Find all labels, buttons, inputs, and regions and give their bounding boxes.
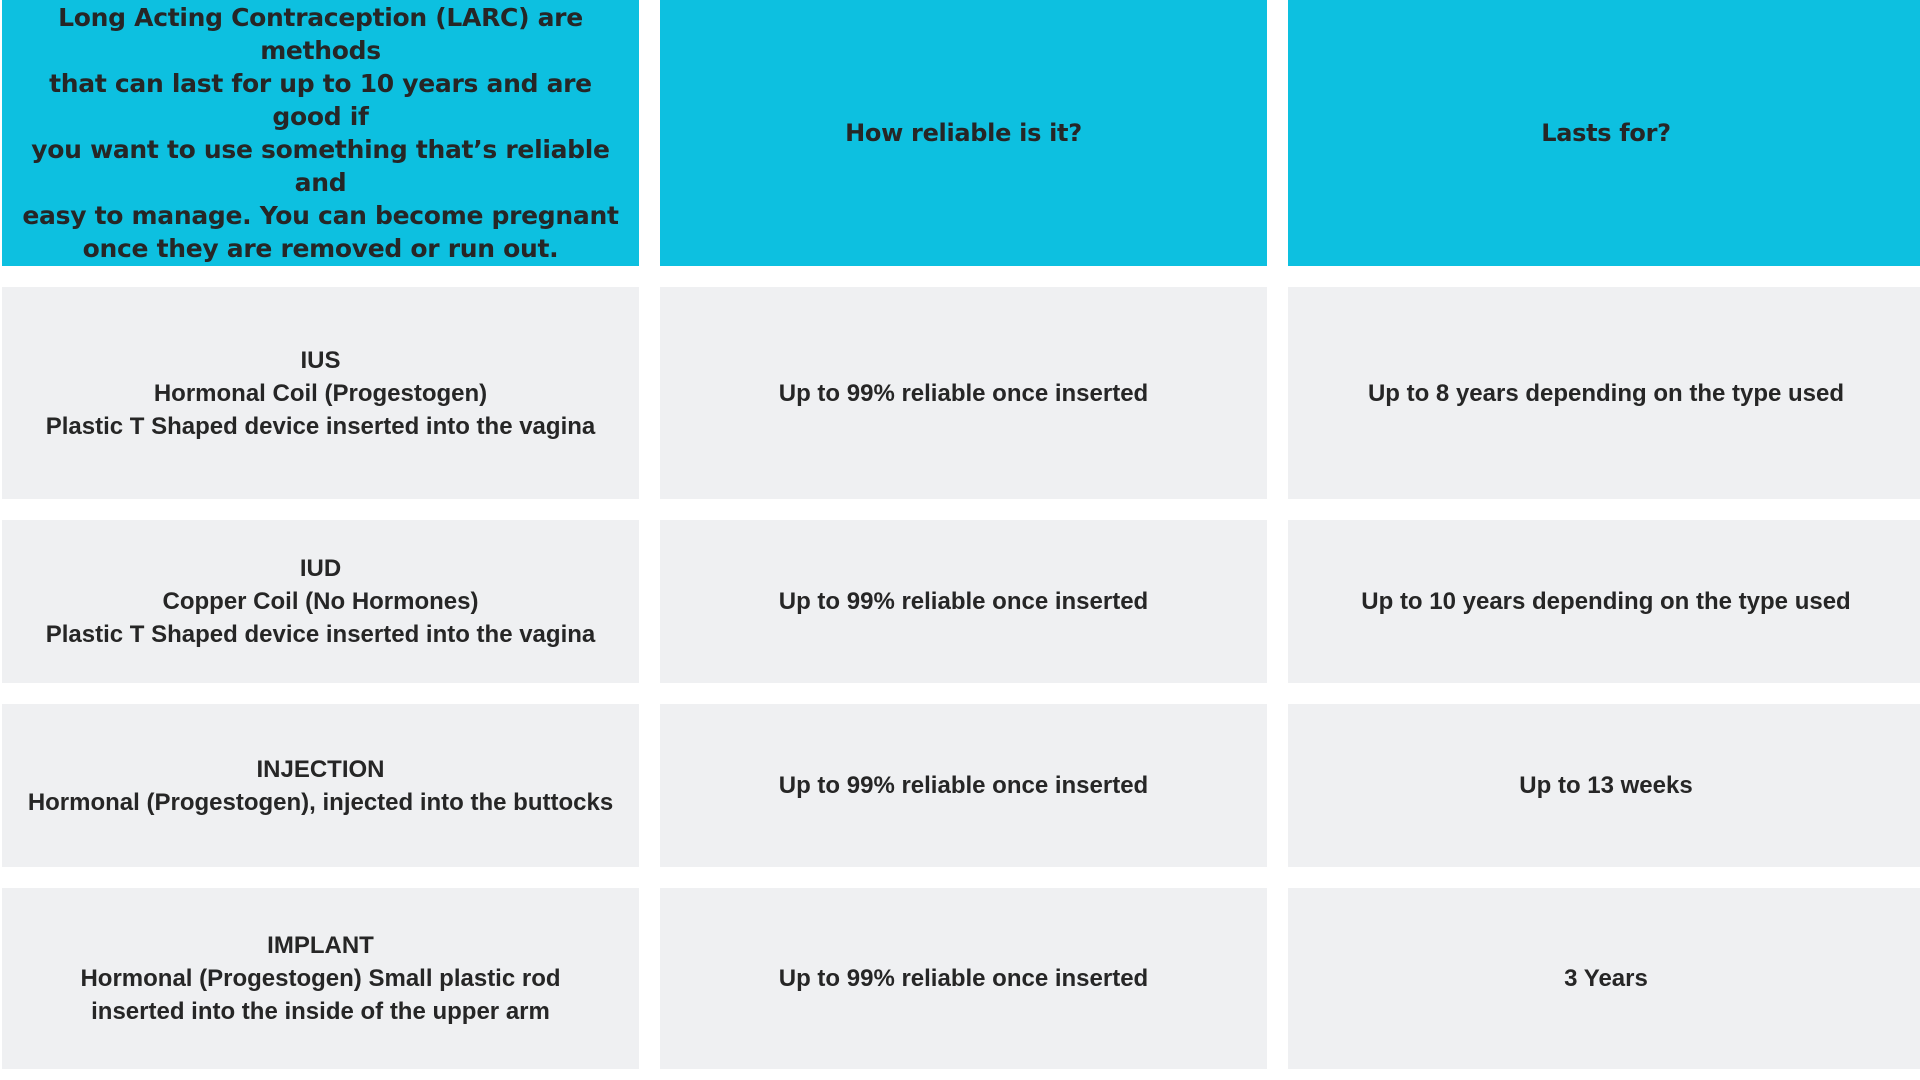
- intro-line: that can last for up to 10 years and are good if: [49, 69, 592, 131]
- method-name: IUD: [299, 555, 342, 582]
- method-detail: Hormonal (Progestogen), injected into the buttocks: [27, 788, 614, 816]
- reliability-value: Up to 99% reliable once inserted: [778, 379, 1149, 407]
- duration-header-cell: [1288, 0, 1920, 266]
- duration-cell-ius: [1288, 287, 1920, 499]
- intro-line: once they are removed or run out.: [82, 234, 559, 263]
- duration-cell-iud: [1288, 520, 1920, 683]
- method-detail: inserted into the inside of the upper arm: [91, 998, 550, 1025]
- duration-value: Up to 13 weeks: [1519, 772, 1693, 799]
- larc-comparison-table: [2, 0, 1920, 1069]
- reliability-value: Up to 99% reliable once inserted: [778, 772, 1149, 799]
- intro-text: [22, 1, 619, 265]
- method-cell-implant: [2, 888, 639, 1069]
- intro-line: easy to manage. You can become pregnant: [22, 201, 619, 230]
- method-cell-ius: [2, 287, 639, 499]
- duration-value: Up to 10 years depending on the type used: [1361, 588, 1851, 615]
- method-detail: Copper Coil (No Hormones): [162, 588, 479, 615]
- method-detail: Plastic T Shaped device inserted into the vagina: [45, 621, 596, 648]
- reliability-header-label: How reliable is it?: [845, 118, 1082, 147]
- reliability-value: Up to 99% reliable once inserted: [778, 965, 1149, 992]
- duration-cell-injection: [1288, 704, 1920, 867]
- intro-line: Long Acting Contraception (LARC) are methods: [58, 3, 583, 65]
- method-detail: Plastic T Shaped device inserted into the vagina: [45, 412, 596, 440]
- method-name: INJECTION: [256, 755, 385, 783]
- method-cell-injection: [2, 704, 639, 867]
- reliability-cell-ius: [660, 287, 1267, 499]
- reliability-cell-iud: [660, 520, 1267, 683]
- duration-cell-implant: [1288, 888, 1920, 1069]
- method-cell-iud: [2, 520, 639, 683]
- reliability-header-cell: [660, 0, 1267, 266]
- duration-value: Up to 8 years depending on the type used: [1367, 379, 1845, 407]
- intro-header-cell: [2, 0, 639, 266]
- method-detail: Hormonal Coil (Progestogen): [153, 379, 488, 407]
- reliability-cell-injection: [660, 704, 1267, 867]
- duration-header-label: Lasts for?: [1541, 118, 1671, 147]
- duration-value: 3 Years: [1564, 965, 1648, 992]
- reliability-cell-implant: [660, 888, 1267, 1069]
- intro-line: you want to use something that’s reliable and: [31, 135, 610, 197]
- method-name: IMPLANT: [267, 932, 374, 959]
- method-name: IUS: [300, 346, 341, 374]
- method-detail: Hormonal (Progestogen) Small plastic rod: [80, 965, 561, 992]
- reliability-value: Up to 99% reliable once inserted: [778, 588, 1149, 615]
